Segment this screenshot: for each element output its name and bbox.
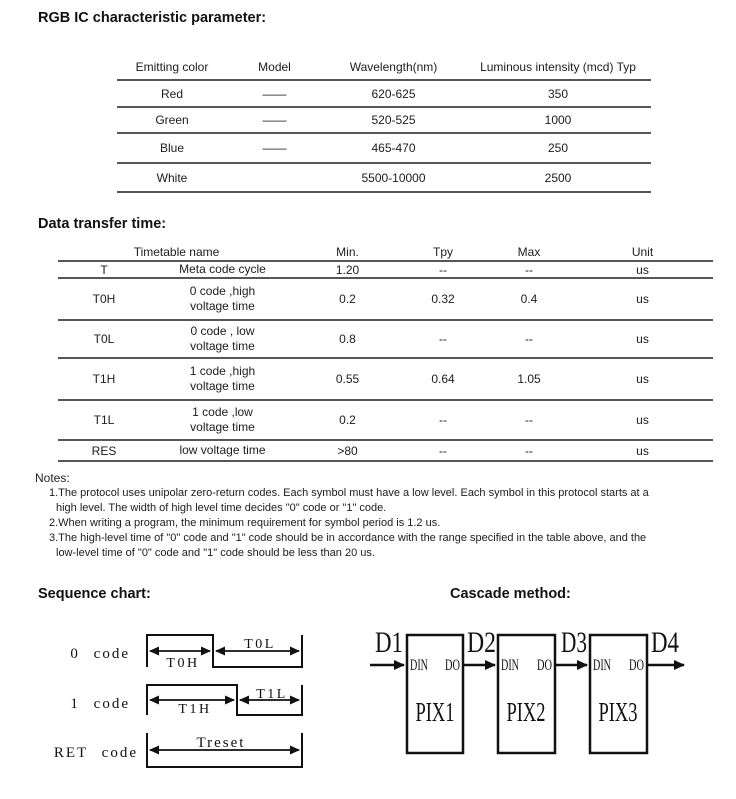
unit-cell: us: [572, 261, 713, 278]
notes-label: Notes:: [35, 471, 70, 485]
intensity-cell: 350: [465, 80, 651, 107]
name-line: 0 code , low: [190, 324, 255, 338]
symbol-cell: T: [58, 261, 150, 278]
wavelength-cell: 5500-10000: [322, 163, 465, 192]
ret-code-label: RET code: [53, 745, 138, 761]
typ-cell: --: [400, 400, 486, 440]
timetable-name-cell: [150, 261, 295, 278]
pix2-box: [498, 635, 555, 753]
col-header-emitting-color: Emitting color: [117, 54, 227, 80]
symbol-cell: T1L: [58, 400, 150, 440]
symbol-cell: T1H: [58, 358, 150, 400]
t1l-label: T1L: [256, 687, 288, 702]
timetable-name-cell: [150, 358, 295, 400]
unit-cell: us: [572, 278, 713, 320]
intensity-cell: 2500: [465, 163, 651, 192]
unit-cell: us: [572, 358, 713, 400]
model-cell: [227, 163, 322, 192]
table-row-T1H: [58, 358, 713, 400]
t0l-label: T0L: [244, 637, 276, 652]
typ-cell: --: [400, 261, 486, 278]
note-line: low-level time of "0" code and "1" code should be less than 20 us.: [56, 547, 375, 559]
typ-cell: 0.32: [400, 278, 486, 320]
table-row-T1L: [58, 400, 713, 440]
col-header-min: Min.: [295, 244, 400, 261]
pix2-label: PIX2: [506, 697, 546, 727]
col-header-typ: Tpy: [400, 244, 486, 261]
unit-cell: us: [572, 440, 713, 461]
cascade-title: Cascade method:: [450, 586, 571, 602]
table-row-green: [117, 107, 651, 133]
name-line: voltage time: [190, 420, 255, 434]
symbol-cell: T0L: [58, 320, 150, 358]
characteristic-header-row: [117, 54, 651, 80]
col-header-max: Max: [486, 244, 572, 261]
name-line: voltage time: [190, 299, 255, 313]
sequence-title: Sequence chart:: [38, 586, 151, 602]
one-code-label: 1 code: [70, 696, 130, 712]
timetable-name-cell: [150, 440, 295, 461]
max-cell: 0.4: [486, 278, 572, 320]
name-line: voltage time: [190, 379, 255, 393]
transfer-header-row: [58, 244, 713, 261]
unit-cell: us: [572, 400, 713, 440]
d4-label: D4: [651, 626, 679, 659]
typ-cell: --: [400, 440, 486, 461]
pix1-do-label: DO: [445, 657, 460, 674]
pix3-do-label: DO: [629, 657, 644, 674]
color-cell: White: [117, 163, 227, 192]
table-row-T0L: [58, 320, 713, 358]
pix3-label: PIX3: [598, 697, 638, 727]
characteristic-title: RGB IC characteristic parameter:: [38, 10, 267, 26]
model-cell: ——: [227, 133, 322, 163]
pix2-do-label: DO: [537, 657, 552, 674]
timetable-name-cell: [150, 278, 295, 320]
table-row-T0H: [58, 278, 713, 320]
intensity-cell: 1000: [465, 107, 651, 133]
name-line: Meta code cycle: [179, 262, 266, 276]
pix1-label: PIX1: [415, 697, 455, 727]
name-line: 0 code ,high: [189, 284, 256, 298]
zero-code-label: 0 code: [70, 646, 130, 662]
pix3-din-label: DIN: [593, 657, 612, 674]
unit-cell: us: [572, 320, 713, 358]
characteristic-table: [117, 54, 651, 193]
col-header-unit: Unit: [572, 244, 713, 261]
color-cell: Red: [117, 80, 227, 107]
d3-label: D3: [561, 626, 587, 659]
table-row-RES: [58, 440, 713, 461]
timetable-name-cell: [150, 320, 295, 358]
t1h-label: T1H: [178, 702, 212, 717]
col-header-intensity: Luminous intensity (mcd) Typ: [465, 54, 651, 80]
min-cell: 0.55: [295, 358, 400, 400]
d2-label: D2: [467, 626, 496, 659]
wavelength-cell: 620-625: [322, 80, 465, 107]
col-header-wavelength: Wavelength(nm): [322, 54, 465, 80]
typ-cell: --: [400, 320, 486, 358]
min-cell: 1.20: [295, 261, 400, 278]
pix1-box: [407, 635, 463, 753]
treset-label: Treset: [196, 735, 246, 751]
transfer-title: Data transfer time:: [38, 216, 167, 232]
max-cell: --: [486, 440, 572, 461]
timetable-name-cell: [150, 400, 295, 440]
color-cell: Green: [117, 107, 227, 133]
table-row-blue: [117, 133, 651, 163]
min-cell: >80: [295, 440, 400, 461]
note-line: 2.When writing a program, the minimum requirement for symbol period is 1.2 us.: [49, 517, 441, 529]
typ-cell: 0.64: [400, 358, 486, 400]
min-cell: 0.2: [295, 278, 400, 320]
color-cell: Blue: [117, 133, 227, 163]
max-cell: --: [486, 400, 572, 440]
pix1-din-label: DIN: [410, 657, 429, 674]
min-cell: 0.8: [295, 320, 400, 358]
notes-section: [35, 470, 649, 561]
pix2-din-label: DIN: [501, 657, 520, 674]
symbol-cell: T0H: [58, 278, 150, 320]
model-cell: ——: [227, 80, 322, 107]
wavelength-cell: 520-525: [322, 107, 465, 133]
name-line: voltage time: [190, 339, 255, 353]
d1-label: D1: [375, 626, 403, 659]
max-cell: 1.05: [486, 358, 572, 400]
min-cell: 0.2: [295, 400, 400, 440]
col-header-timetable-name: Timetable name: [58, 244, 295, 261]
symbol-cell: RES: [58, 440, 150, 461]
note-line: 1.The protocol uses unipolar zero-return codes. Each symbol must have a low level. Each symbol in this protocol starts at a: [49, 487, 649, 499]
name-line: low voltage time: [179, 443, 266, 457]
wavelength-cell: 465-470: [322, 133, 465, 163]
t0h-label: T0H: [166, 656, 200, 671]
model-cell: ——: [227, 107, 322, 133]
sequence-chart: [0, 620, 340, 780]
table-row-T: [58, 261, 713, 278]
pix3-box: [590, 635, 647, 753]
name-line: 1 code ,high: [189, 364, 256, 378]
max-cell: --: [486, 320, 572, 358]
max-cell: --: [486, 261, 572, 278]
note-line: 3.The high-level time of "0" code and "1" code should be in accordance with the range specified in the table above, and the: [49, 532, 647, 544]
table-row-white: [117, 163, 651, 192]
name-line: 1 code ,low: [192, 405, 253, 419]
cascade-diagram: [360, 618, 736, 780]
intensity-cell: 250: [465, 133, 651, 163]
transfer-time-table: [58, 244, 713, 462]
col-header-model: Model: [227, 54, 322, 80]
note-line: high level. The width of high level time decides "0" code or "1" code.: [56, 502, 387, 514]
table-row-red: [117, 80, 651, 107]
